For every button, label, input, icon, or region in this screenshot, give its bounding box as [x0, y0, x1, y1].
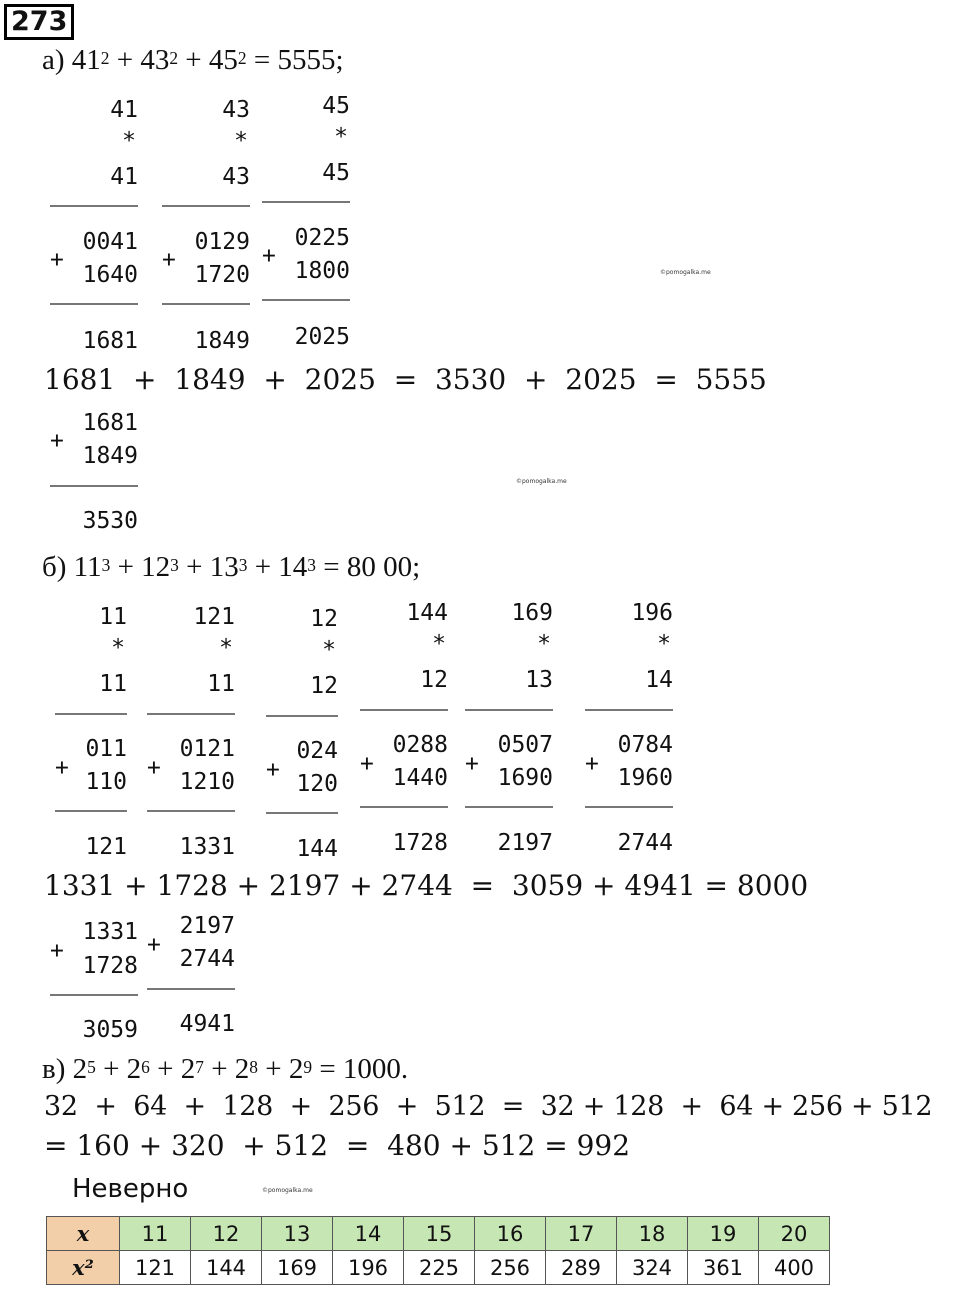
x-cell: 18 [617, 1217, 688, 1251]
addend-1: 1331 [82, 919, 138, 945]
sum-result: 4941 [179, 1011, 235, 1037]
multiplicand: 11 [99, 604, 127, 630]
plus-sign: + [162, 247, 176, 273]
base-4: 14 [278, 551, 308, 583]
plus-sign: + [262, 243, 276, 269]
mult-column-a3 [262, 91, 350, 356]
task-number-box [4, 4, 74, 40]
partial-product-2: 1440 [392, 765, 448, 791]
divider-line [162, 303, 250, 305]
addend-1: 2197 [179, 913, 235, 939]
divider-line [360, 709, 448, 711]
x2-cell: 289 [546, 1251, 617, 1285]
addend-1: 1681 [82, 410, 138, 436]
multiplier: 43 [222, 164, 250, 190]
watermark: ©pomogalka.me [262, 1187, 313, 1194]
multiplicand: 196 [631, 600, 673, 626]
x-cell: 13 [262, 1217, 333, 1251]
partial-product-1: 0288 [392, 732, 448, 758]
partial-product-2: 1210 [179, 769, 235, 795]
mult-column-b3 [266, 604, 338, 869]
mult-column-a1 [50, 95, 138, 360]
x-cell: 14 [333, 1217, 404, 1251]
mult-column-b2 [147, 602, 235, 867]
x2-header: x² [47, 1251, 120, 1285]
part-c-line-2: = 160 + 320 + 512 = 480 + 512 = 992 [44, 1129, 631, 1162]
product-result: 2197 [497, 830, 553, 856]
partial-product-1: 0129 [194, 229, 250, 255]
divider-line [50, 205, 138, 207]
base-2: 12 [141, 551, 171, 583]
multiplicand: 12 [310, 606, 338, 632]
part-a-label: а) [42, 44, 72, 76]
x-cell: 19 [688, 1217, 759, 1251]
addend-2: 2744 [179, 946, 235, 972]
x-header: x [47, 1217, 120, 1251]
exp-1: 5 [87, 1057, 96, 1077]
multiply-sign: * [432, 631, 446, 657]
partial-product-2: 110 [85, 769, 127, 795]
x-row [47, 1217, 830, 1251]
divider-line [266, 812, 338, 814]
exp-3: 7 [195, 1057, 204, 1077]
rhs: = 80 00; [316, 551, 421, 583]
multiplicand: 121 [193, 604, 235, 630]
exp-2: 2 [169, 48, 179, 68]
part-c-label: в) [42, 1053, 73, 1085]
multiplier: 13 [525, 667, 553, 693]
divider-line [55, 713, 127, 715]
plus-sign: + [465, 751, 479, 777]
x2-cell: 121 [120, 1251, 191, 1285]
watermark: ©pomogalka.me [516, 478, 567, 485]
exp-3: 2 [237, 48, 247, 68]
mult-column-b4 [360, 598, 448, 863]
product-result: 1331 [179, 834, 235, 860]
multiplicand: 144 [406, 600, 448, 626]
exp-3: 3 [238, 555, 248, 575]
x2-cell: 196 [333, 1251, 404, 1285]
sum-result: 3059 [82, 1017, 138, 1043]
addend-2: 1728 [82, 953, 138, 979]
base-1: 41 [71, 44, 101, 76]
divider-line [147, 713, 235, 715]
divider-line [262, 201, 350, 203]
plus-sign: + [50, 428, 64, 454]
x2-row [47, 1251, 830, 1285]
part-a-equation: а) $41^2 + 43^2 + 45^2 = 5555$; [42, 44, 344, 76]
add-column-b1 [50, 914, 138, 1044]
product-result: 1681 [82, 328, 138, 354]
plus-sign: + [55, 755, 69, 781]
part-a-sum-line: 1681 + 1849 + 2025 = 3530 + 2025 = 5555 [44, 363, 767, 396]
base-4: 2 [234, 1053, 250, 1085]
exp-5: 9 [303, 1057, 313, 1077]
multiply-sign: * [322, 637, 336, 663]
x2-cell: 361 [688, 1251, 759, 1285]
add-column-a [50, 406, 138, 536]
divider-line [585, 806, 673, 808]
x-cell: 11 [120, 1217, 191, 1251]
part-c-line-1: 32 + 64 + 128 + 256 + 512 = 32 + 128 + 64 + 256 + 512 [44, 1091, 933, 1122]
multiplier: 12 [310, 673, 338, 699]
multiplier: 11 [99, 671, 127, 697]
plus-sign: + [147, 755, 161, 781]
plus-sign: + [50, 247, 64, 273]
x-cell: 20 [759, 1217, 830, 1251]
partial-product-2: 1960 [617, 765, 673, 791]
base-1: 11 [73, 551, 102, 583]
partial-product-1: 0507 [497, 732, 553, 758]
partial-product-2: 1690 [497, 765, 553, 791]
multiplier: 12 [420, 667, 448, 693]
divider-line [266, 715, 338, 717]
multiplier: 45 [322, 160, 350, 186]
multiplier: 11 [207, 671, 235, 697]
x-cell: 16 [475, 1217, 546, 1251]
base-1: 2 [72, 1053, 88, 1085]
multiply-sign: * [234, 128, 248, 154]
multiply-sign: * [537, 631, 551, 657]
divider-line [50, 303, 138, 305]
multiply-sign: * [219, 635, 233, 661]
partial-product-2: 1800 [294, 258, 350, 284]
base-5: 2 [288, 1053, 304, 1085]
multiplicand: 169 [511, 600, 553, 626]
multiplicand: 43 [222, 97, 250, 123]
multiplicand: 45 [322, 93, 350, 119]
x2-cell: 256 [475, 1251, 546, 1285]
sum-result: 3530 [82, 508, 138, 534]
mult-column-b6 [585, 598, 673, 863]
plus-sign: + [360, 751, 374, 777]
x-cell: 12 [191, 1217, 262, 1251]
partial-product-2: 120 [296, 771, 338, 797]
exp-2: 3 [170, 555, 179, 575]
watermark: ©pomogalka.me [660, 269, 711, 276]
plus-sign: + [50, 938, 64, 964]
x2-cell: 324 [617, 1251, 688, 1285]
partial-product-1: 0041 [82, 229, 138, 255]
divider-line [55, 810, 127, 812]
verdict-text: Неверно [72, 1174, 189, 1204]
multiplier: 41 [110, 164, 138, 190]
exp-4: 8 [249, 1057, 258, 1077]
plus-sign: + [147, 932, 161, 958]
product-result: 2744 [617, 830, 673, 856]
x2-cell: 144 [191, 1251, 262, 1285]
x2-cell: 169 [262, 1251, 333, 1285]
divider-line [147, 810, 235, 812]
product-result: 121 [85, 834, 127, 860]
partial-product-1: 0121 [179, 736, 235, 762]
rhs: = 5555; [246, 44, 344, 76]
base-2: 43 [140, 44, 170, 76]
part-b-equation: б) $11^3 + 12^3 + 13^3 + 14^3 = 80$ 00; [42, 551, 421, 583]
part-c-equation: в) $2^5 + 2^6 + 2^7 + 2^8 + 2^9 = 1000$. [42, 1053, 409, 1085]
add-column-b2 [147, 908, 235, 1038]
base-3: 45 [208, 44, 238, 76]
x2-cell: 225 [404, 1251, 475, 1285]
x-cell: 17 [546, 1217, 617, 1251]
divider-line [262, 299, 350, 301]
divider-line [50, 485, 138, 487]
partial-product-1: 024 [296, 738, 338, 764]
divider-line [162, 205, 250, 207]
divider-line [360, 806, 448, 808]
base-3: 13 [209, 551, 239, 583]
partial-product-1: 0784 [617, 732, 673, 758]
squares-table [46, 1216, 830, 1285]
multiply-sign: * [111, 635, 125, 661]
product-result: 144 [296, 836, 338, 862]
mult-column-a2 [162, 95, 250, 360]
plus-sign: + [266, 757, 280, 783]
x2-cell: 400 [759, 1251, 830, 1285]
exp-1: 2 [100, 48, 110, 68]
mult-column-b1 [55, 602, 127, 867]
base-2: 2 [126, 1053, 142, 1085]
exp-1: 3 [101, 555, 111, 575]
multiply-sign: * [657, 631, 671, 657]
partial-product-2: 1720 [194, 262, 250, 288]
multiplicand: 41 [110, 97, 138, 123]
exp-4: 3 [307, 555, 316, 575]
multiply-sign: * [334, 124, 348, 150]
divider-line [465, 709, 553, 711]
plus-sign: + [585, 751, 599, 777]
partial-product-1: 011 [85, 736, 127, 762]
multiplier: 14 [645, 667, 673, 693]
divider-line [50, 994, 138, 996]
part-b-label: б) [42, 551, 74, 583]
partial-product-2: 1640 [82, 262, 138, 288]
x-cell: 15 [404, 1217, 475, 1251]
rhs: = 1000. [312, 1053, 409, 1085]
part-b-sum-line: 1331 + 1728 + 2197 + 2744 = 3059 + 4941 = 8000 [44, 869, 809, 902]
exp-2: 6 [141, 1057, 150, 1077]
product-result: 1849 [194, 328, 250, 354]
partial-product-1: 0225 [294, 225, 350, 251]
multiply-sign: * [122, 128, 136, 154]
mult-column-b5 [465, 598, 553, 863]
product-result: 1728 [392, 830, 448, 856]
divider-line [147, 988, 235, 990]
task-number: 273 [11, 6, 68, 37]
divider-line [585, 709, 673, 711]
addend-2: 1849 [82, 443, 138, 469]
divider-line [465, 806, 553, 808]
base-3: 2 [180, 1053, 196, 1085]
product-result: 2025 [294, 324, 350, 350]
